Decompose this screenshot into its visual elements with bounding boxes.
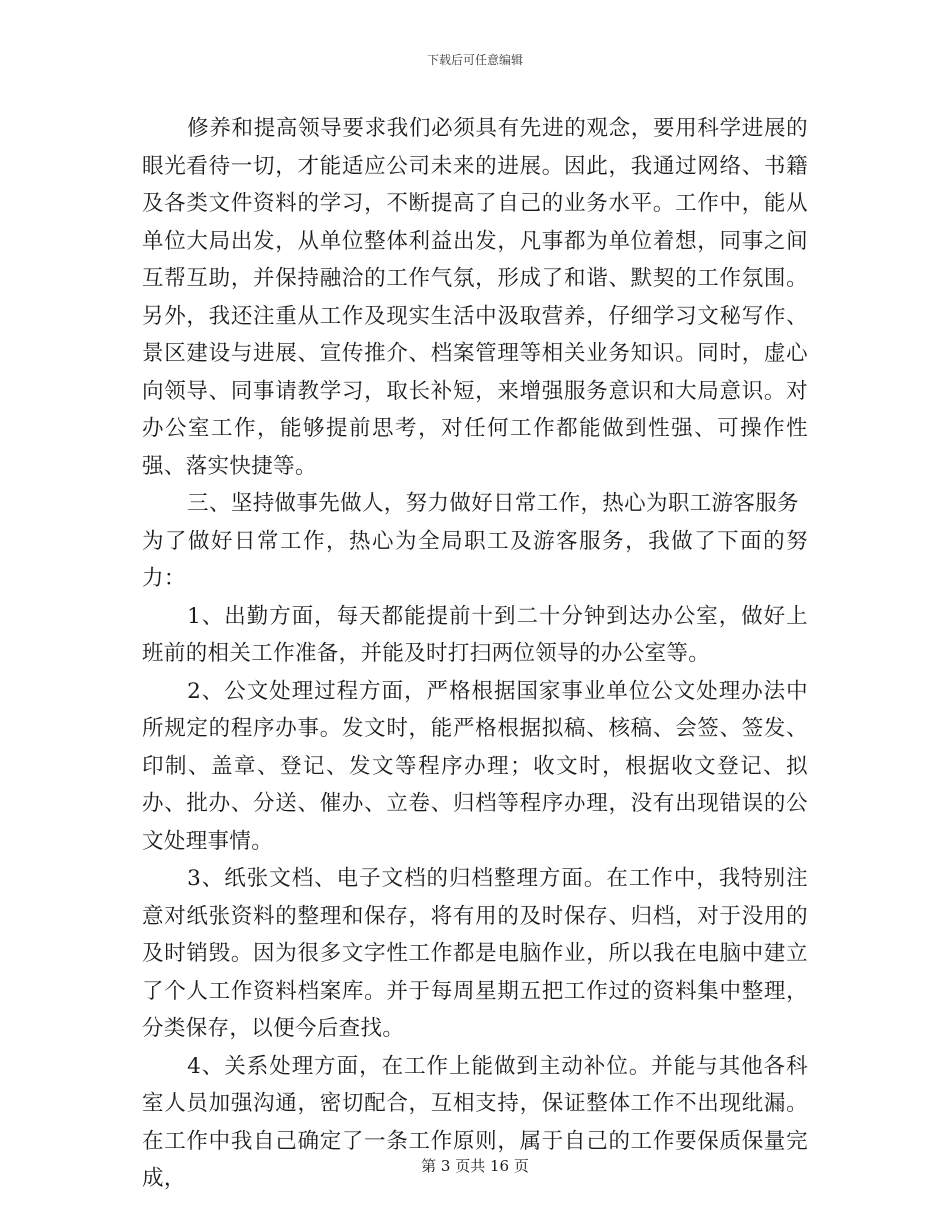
paragraph-6-archiving: 3、纸张文档、电子文档的归档整理方面。在工作中，我特别注意对纸张资料的整理和保存，将有用的及时保存、归档，对于没用的及时销毁。因为很多文字性工作都是电脑作业，所以我在电脑中建立了个人工作资料档案库。并于每周星期五把工作过的资料集中整理，分类保存，以便今后查找。 — [142, 866, 808, 1041]
paragraph-3: 为了做好日常工作，热心为全局职工及游客服务，我做了下面的努力： — [142, 528, 808, 591]
paragraph-4-attendance: 1、出勤方面，每天都能提前十到二十分钟到达办公室，做好上班前的相关工作准备，并能及时打扫两位领导的办公室等。 — [142, 603, 808, 666]
page-header: 下载后可任意编辑 — [426, 53, 523, 67]
page-footer: 第 3 页共 16 页 — [421, 1157, 529, 1175]
paragraph-1: 修养和提高领导要求我们必须具有先进的观念，要用科学进展的眼光看待一切，才能适应公司未来的进展。因此，我通过网络、书籍及各类文件资料的学习，不断提高了自己的业务水平。工作中，能从单位大局出发，从单位整体利益出发，凡事都为单位着想，同事之间互帮互助，并保持融洽的工作气氛，形成了和谐、默契的工作氛围。另外，我还注重从工作及现实生活中汲取营养，仔细学习文秘写作、景区建设与进展、宣传推介、档案管理等相关业务知识。同时，虚心向领导、同事请教学习，取长补短，来增强服务意识和大局意识。对办公室工作，能够提前思考，对任何工作都能做到性强、可操作性强、落实快捷等。 — [142, 116, 808, 479]
paragraph-5-document-processing: 2、公文处理过程方面，严格根据国家事业单位公文处理办法中所规定的程序办事。发文时，能严格根据拟稿、核稿、会签、签发、印制、盖章、登记、发文等程序办理；收文时，根据收文登记、拟办、批办、分送、催办、立卷、归档等程序办理，没有出现错误的公文处理事情。 — [142, 678, 808, 854]
document-body — [142, 110, 808, 1198]
paragraph-2-heading: 三、坚持做事先做人，努力做好日常工作，热心为职工游客服务 — [187, 491, 799, 516]
paragraph-7-relations: 4、关系处理方面，在工作上能做到主动补位。并能与其他各科室人员加强沟通，密切配合，互相支持，保证整体工作不出现纰漏。在工作中我自己确定了一条工作原则，属于自己的工作要保质保量完成， — [142, 1053, 808, 1191]
